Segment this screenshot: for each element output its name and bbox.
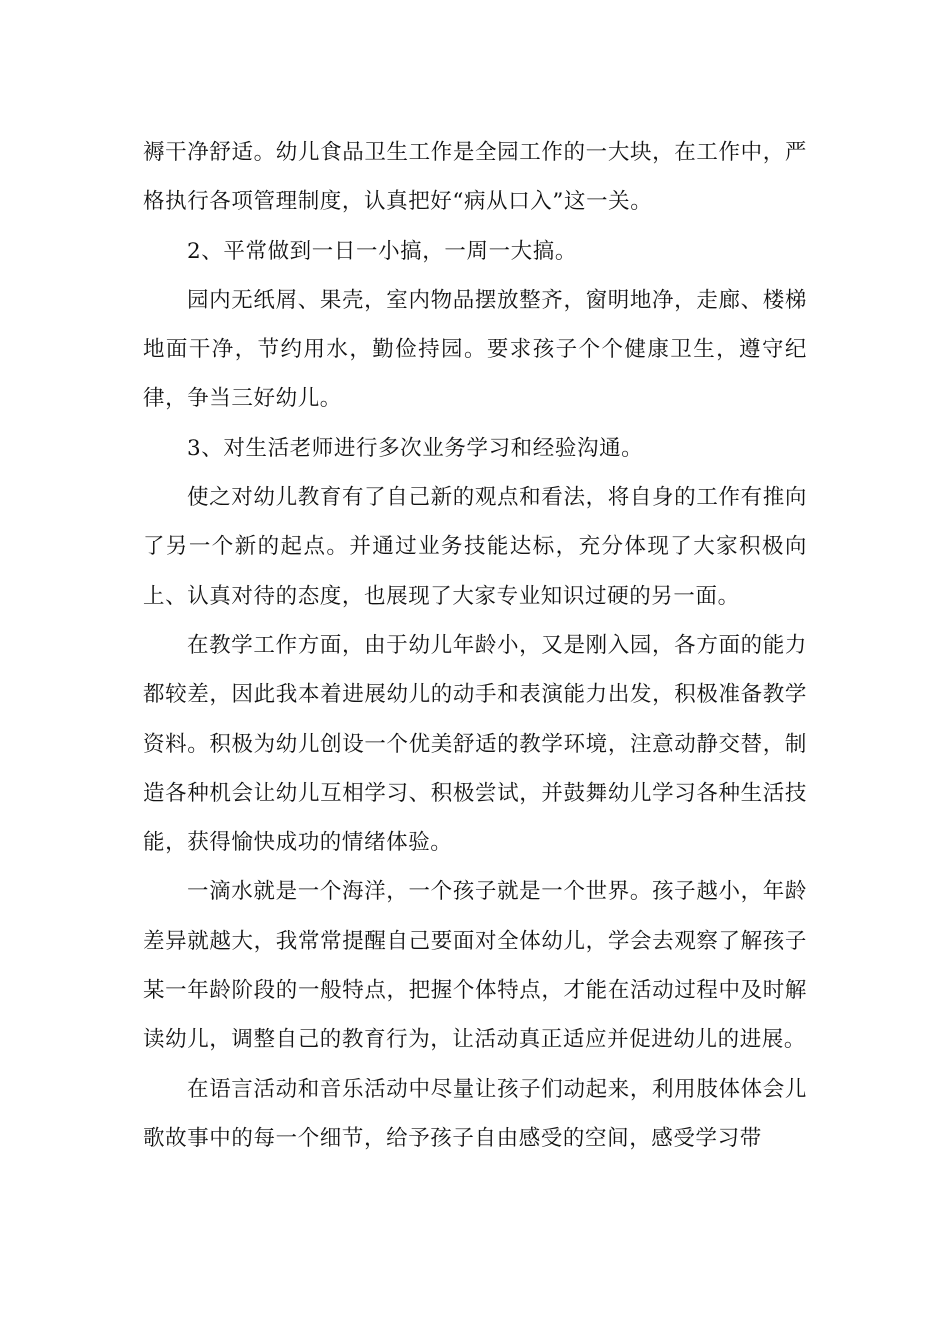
paragraph-4: 3、对生活老师进行多次业务学习和经验沟通。	[187, 435, 644, 461]
paragraph-8: 在语言活动和音乐活动中尽量让孩子们动起来，利用肢体体会儿歌故事中的每一个细节，给予孩子自由感受的空间，感受学习带	[143, 1076, 807, 1151]
paragraph-2: 2、平常做到一日一小搞，一周一大搞。	[187, 238, 577, 264]
paragraph-3: 园内无纸屑、果壳，室内物品摆放整齐，窗明地净，走廊、楼梯地面干净，节约用水，勤俭持园。要求孩子个个健康卫生，遵守纪律，争当三好幼儿。	[143, 287, 807, 412]
paragraph-1: 褥干净舒适。幼儿食品卫生工作是全园工作的一大块，在工作中，严格执行各项管理制度，认真把好“病从口入”这一关。	[143, 140, 807, 215]
paragraph-5: 使之对幼儿教育有了自己新的观点和看法，将自身的工作有推向了另一个新的起点。并通过业务技能达标，充分体现了大家积极向上、认真对待的态度，也展现了大家专业知识过硬的另一面。	[143, 485, 807, 609]
document-body	[143, 128, 807, 1163]
paragraph-6: 在教学工作方面，由于幼儿年龄小，又是刚入园，各方面的能力都较差，因此我本着进展幼儿的动手和表演能力出发，积极准备教学资料。积极为幼儿创设一个优美舒适的教学环境，注意动静交替，制造各种机会让幼儿互相学习、积极尝试，并鼓舞幼儿学习各种生活技能，获得愉快成功的情绪体验。	[143, 632, 807, 856]
paragraph-7: 一滴水就是一个海洋，一个孩子就是一个世界。孩子越小，年龄差异就越大，我常常提醒自己要面对全体幼儿，学会去观察了解孩子某一年龄阶段的一般特点，把握个体特点，才能在活动过程中及时解读幼儿，调整自己的教育行为，让活动真正适应并促进幼儿的进展。	[143, 879, 807, 1053]
